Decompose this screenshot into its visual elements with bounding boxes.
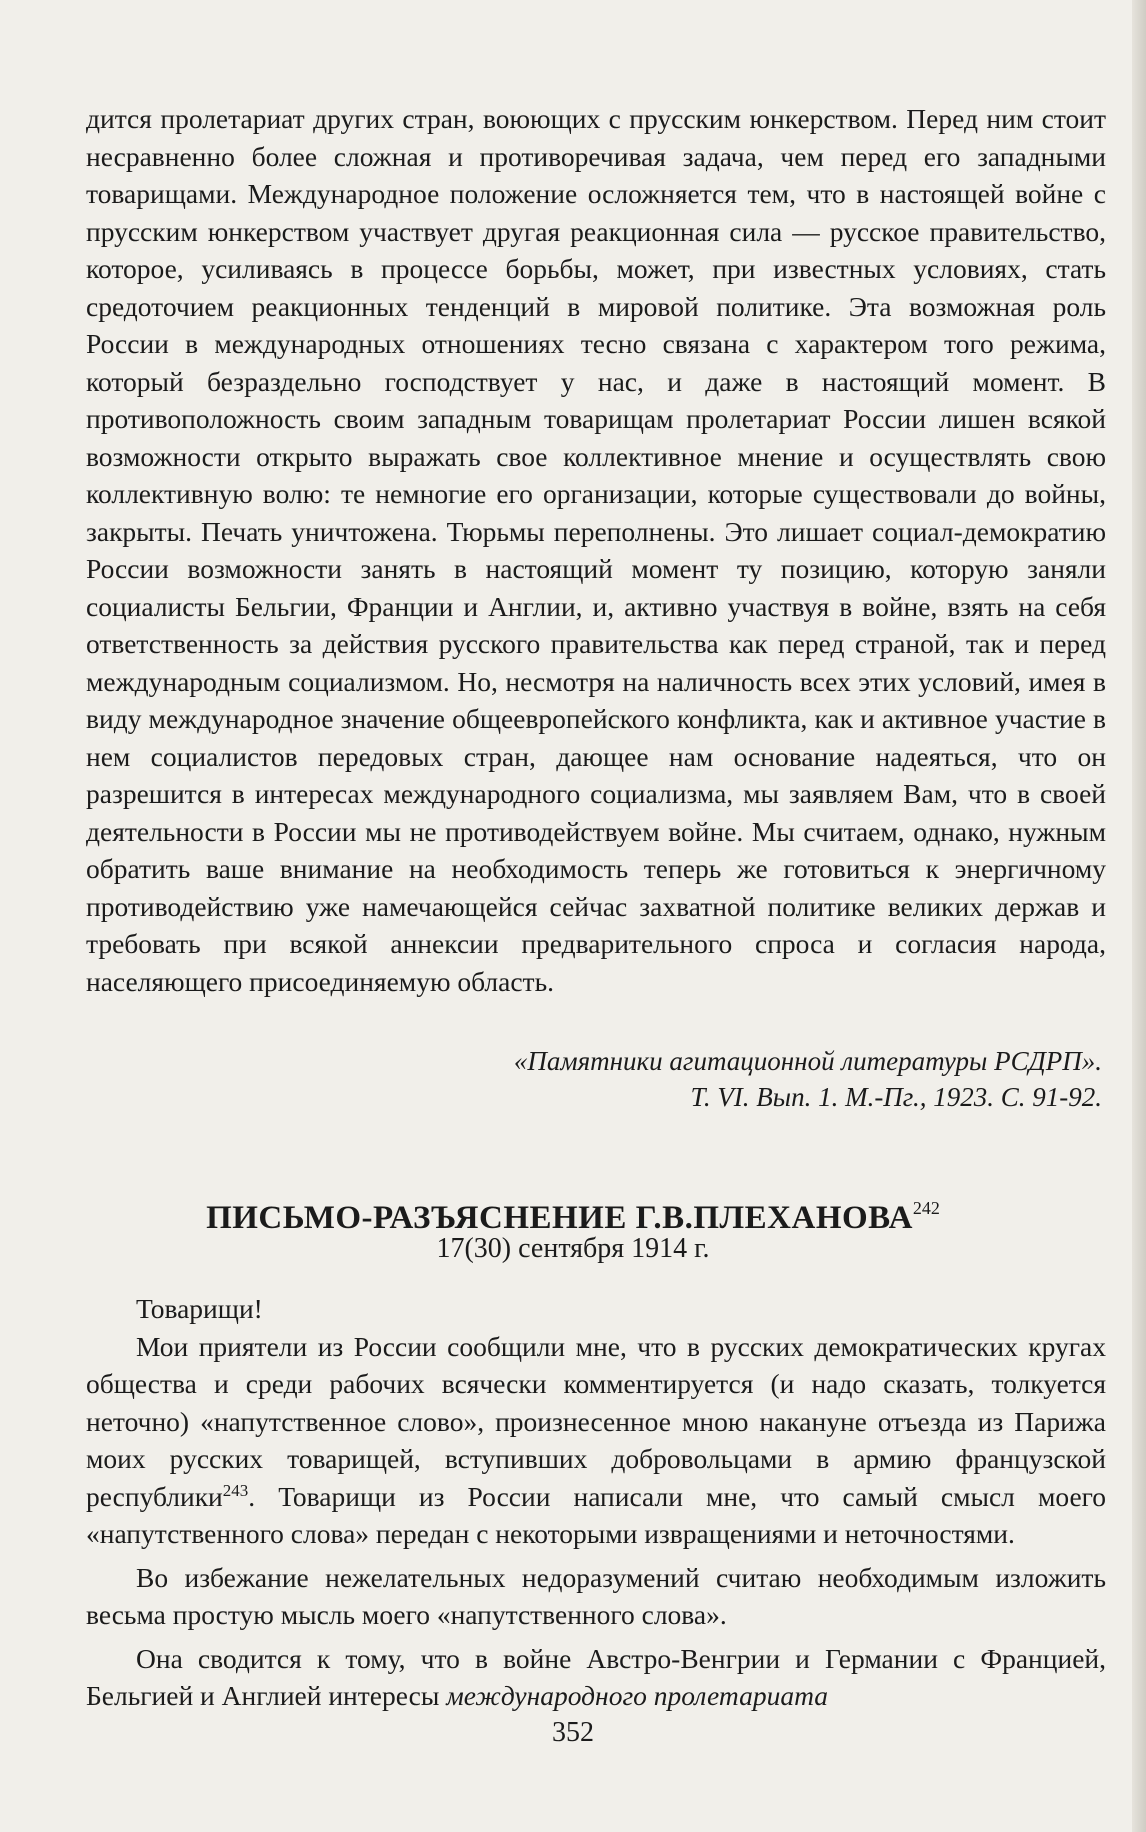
p1-text-before: Мои приятели из России сообщили мне, что в русских демократических кругах общества и среди рабочих всячески комментируется (и надо сказать, толкуется неточно) «напутственное слово», произнесенное мною накануне отъезда из Парижа моих русских товарищей, вступивших добровольцами в армию французской республики (86, 1330, 1106, 1512)
letter-date: 17(30) сентября 1914 г. (436, 1233, 710, 1264)
letter-paragraph-3 (86, 1640, 1106, 1715)
continued-paragraph: дится пролетариат других стран, воюющих с прусским юнкерством. Перед ним стоит несравненно более сложная и противоречивая задача, чем перед его западными товарищами. Международное положение осложняется тем, что в настоящей войне с прусским юнкерством участвует другая реакционная сила — русское правительство, которое, усиливаясь в процессе борьбы, может, при известных условиях, стать средоточием реакционных тенденций в мировой политике. Эта возможная роль России в международных отношениях тесно связана с характером того режима, который безраздельно господствует у нас, и даже в настоящий момент. В противоположность своим западным товарищам пролетариат России лишен всякой возможности открыто выражать свое коллективное мнение и осуществлять свою коллективную волю: те немногие его организации, которые существовали до войны, закрыты. Печать уничтожена. Тюрьмы переполнены. Это лишает социал-демократию России возможности занять в настоящий момент ту позицию, которую заняли социалисты Бельгии, Франции и Англии, и, активно участвуя в войне, взять на себя ответственность за действия русского правительства как перед страной, так и перед международным социализмом. Но, несмотря на наличность всех этих условий, имея в виду международное значение общеевропейского конфликта, как и активное участие в нем социалистов передовых стран, дающее нам основание надеяться, что он разрешится в интересах международного социализма, мы заявляем Вам, что в своей деятельности в России мы не противодействуем войне. Мы считаем, однако, нужным обратить ваше внимание на необходимость теперь же готовиться к энергичному противодействию уже намечающейся сейчас захватной политике великих держав и требовать при всякой аннексии предварительного спроса и согласия народа, населяющего присоединяемую область. (86, 103, 1106, 997)
letter-greeting: Товарищи! (136, 1293, 263, 1324)
letter-paragraph-2: Во избежание нежелательных недоразумений считаю необходимым изложить весьма простую мысль моего «напутственного слова». (86, 1561, 1106, 1630)
letter-body (86, 1290, 1106, 1715)
source-citation-line2: Т. VI. Вып. 1. М.-Пг., 1923. С. 91-92. (690, 1082, 1102, 1112)
p3-italic-text: международного пролетариата (446, 1680, 829, 1711)
p1-footnote-ref: 243 (222, 1480, 249, 1500)
p1-text-after: . Товарищи из России написали мне, что самый смысл моего «напутственного слова» передан с некоторыми извращениями и неточностями. (86, 1480, 1106, 1549)
letter-title-text: ПИСЬМО-РАЗЪЯСНЕНИЕ Г.В.ПЛЕХАНОВА (206, 1200, 913, 1236)
source-citation-line1: «Памятники агитационной литературы РСДРП». (513, 1046, 1102, 1076)
continued-text (86, 100, 1106, 1000)
title-footnote-ref: 242 (912, 1198, 940, 1218)
letter-title (0, 1188, 1146, 1238)
p3-text: Она сводится к тому, что в войне Австро-Венгрии и Германии с Францией, Бельгией и Англией интересы (86, 1642, 1106, 1711)
page-number: 352 (552, 1717, 594, 1748)
page-edge-shadow (1132, 0, 1146, 1832)
letter-paragraph-1 (86, 1328, 1106, 1553)
